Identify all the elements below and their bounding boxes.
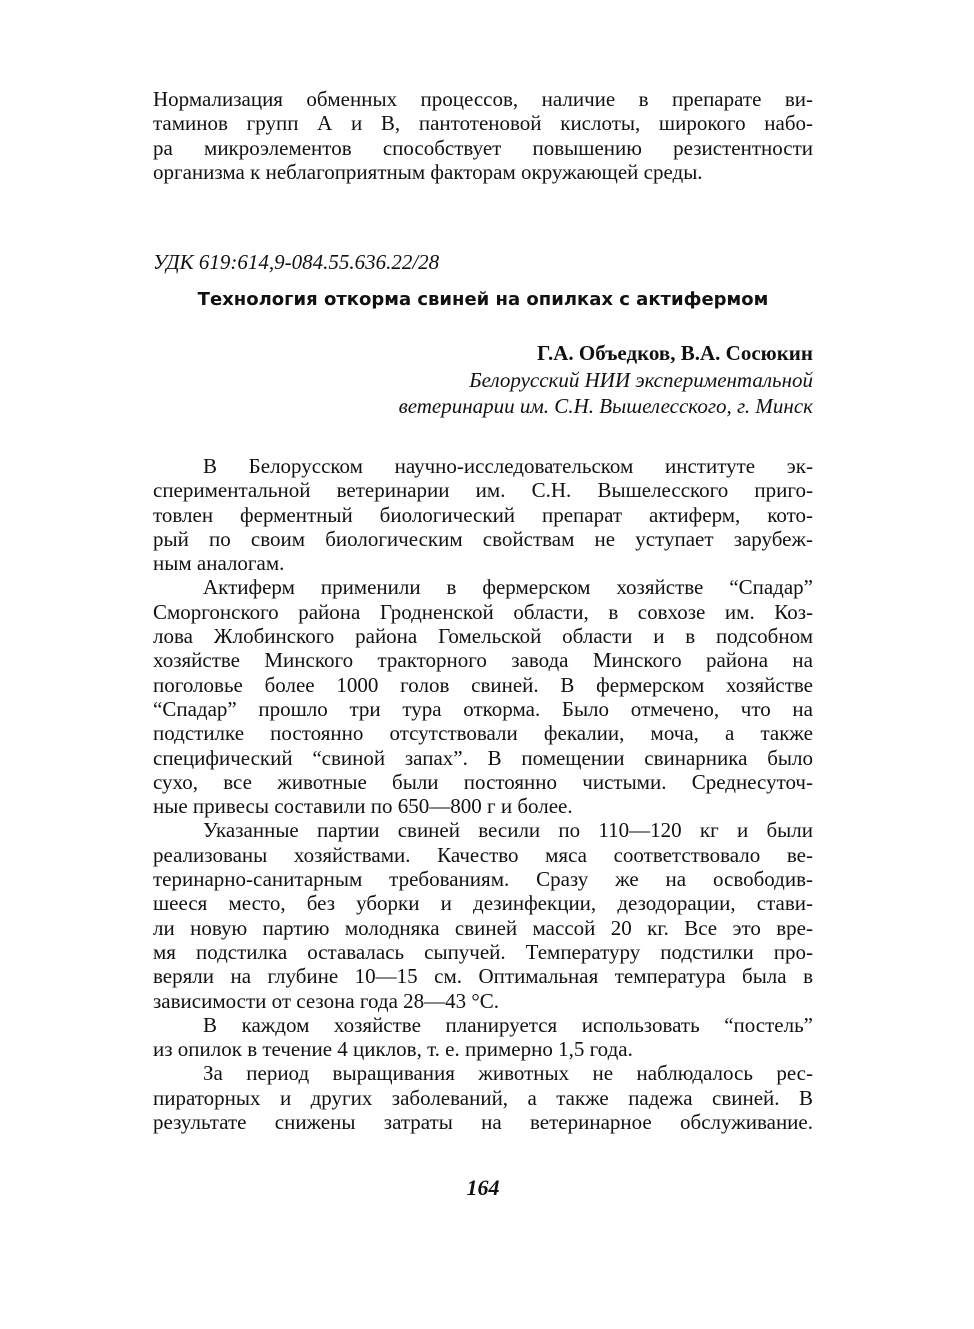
body-line: В Белорусском научно-исследовательском институте эк- [203, 454, 813, 478]
affiliation-line: Белорусский НИИ экспериментальной [469, 368, 813, 392]
body-line: из опилок в течение 4 циклов, т. е. примерно 1,5 года. [153, 1037, 633, 1062]
body-line: ли новую партию молодняка свиней массой 20 кг. Все это вре- [153, 915, 813, 940]
body-line: пираторных и других заболеваний, а также падежа свиней. В [153, 1085, 813, 1110]
body-line: Сморгонского района Гродненской области, в совхозе им. Коз- [153, 599, 813, 624]
body-line: сухо, все животные были постоянно чистыми. Среднесуточ- [153, 769, 813, 794]
body-line: результате снижены затраты на ветеринарное обслуживание. [153, 1110, 813, 1135]
affiliation-line: ветеринарии им. С.Н. Вышелесского, г. Минск [398, 394, 813, 418]
body-line: За период выращивания животных не наблюдалось рес- [203, 1061, 813, 1086]
body-line: теринарно-санитарным требованиям. Сразу же на освободив- [153, 867, 813, 892]
udk-code: УДК 619:614,9-084.55.636.22/28 [153, 250, 440, 274]
body-line: лова Жлобинского района Гомельской области и в подсобном [153, 624, 813, 649]
body-line: зависимости от сезона года 28—43 °С. [153, 988, 500, 1013]
intro-paragraph [153, 87, 813, 184]
body-line: Актиферм применили в фермерском хозяйстве “Спадар” [203, 575, 813, 600]
body-line: реализованы хозяйствами. Качество мяса соответствовало ве- [153, 842, 813, 867]
body-line: ным аналогам. [153, 551, 285, 576]
intro-line: ра микроэлементов способствует повышению резистентности [153, 135, 813, 160]
body-line: специфический “свиной запах”. В помещении свинарника было [153, 745, 813, 770]
body-line: товлен ферментный биологический препарат актиферм, кото- [153, 502, 813, 527]
body-line: В каждом хозяйстве планируется использовать “постель” [203, 1012, 813, 1037]
intro-line: организма к неблагоприятным факторам окружающей среды. [153, 159, 703, 184]
intro-line: Нормализация обменных процессов, наличие в препарате ви- [153, 87, 813, 111]
body-line: хозяйстве Минского тракторного завода Минского района на [153, 648, 813, 673]
body-line: рый по своим биологическим свойствам не уступает зарубеж- [153, 526, 813, 551]
intro-line: таминов групп А и В, пантотеновой кислоты, широкого набо- [153, 111, 813, 136]
article-body [153, 454, 813, 1134]
article-title: Технология откорма свиней на опилках с актифермом [197, 289, 769, 310]
body-line: подстилке постоянно отсутствовали фекалии, моча, а также [153, 721, 813, 746]
body-line: шееся место, без уборки и дезинфекции, дезодорации, стави- [153, 891, 813, 916]
page-number: 164 [466, 1175, 500, 1200]
body-line: ные привесы составили по 650—800 г и более. [153, 794, 573, 819]
body-line: спериментальной ветеринарии им. С.Н. Вышелесского приго- [153, 478, 813, 503]
body-line: Указанные партии свиней весили по 110—120 кг и были [203, 818, 813, 843]
body-line: веряли на глубине 10—15 см. Оптимальная температура была в [153, 964, 813, 989]
article-authors: Г.А. Объедков, В.А. Сосюкин [536, 341, 813, 365]
body-line: мя подстилка оставалась сыпучей. Температуру подстилки про- [153, 939, 813, 964]
body-line: “Спадар” прошло три тура откорма. Было отмечено, что на [153, 696, 813, 721]
body-line: поголовье более 1000 голов свиней. В фермерском хозяйстве [153, 672, 813, 697]
